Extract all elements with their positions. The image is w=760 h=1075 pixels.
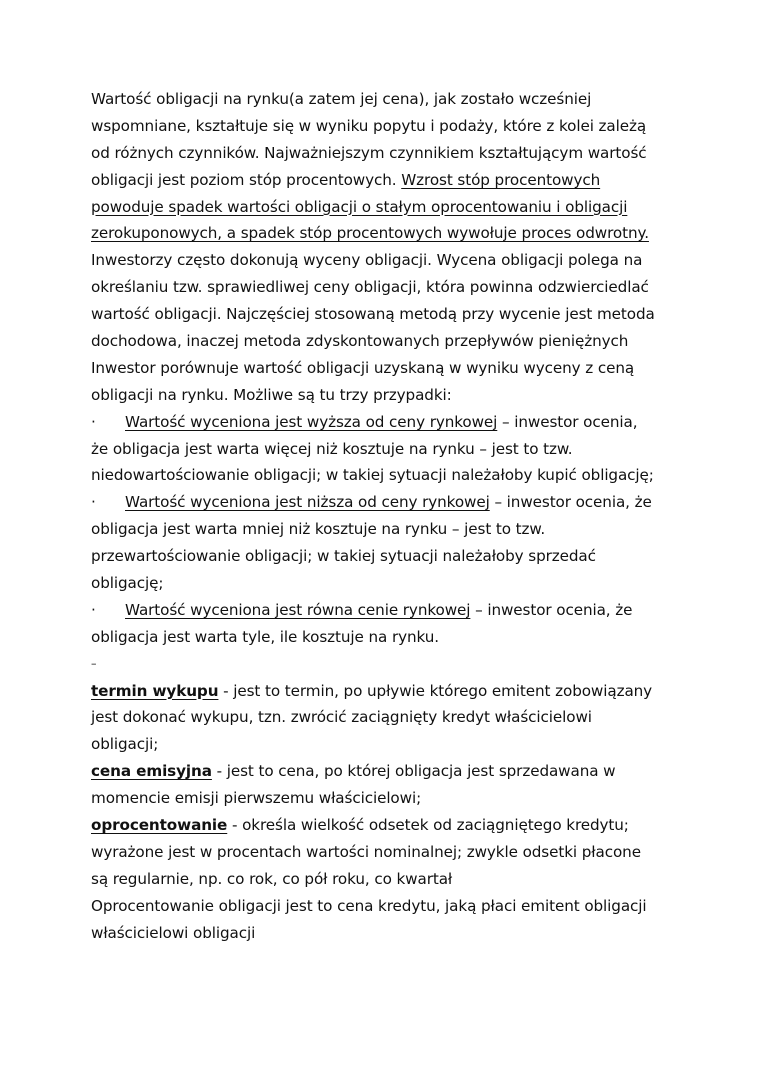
text-span: obligacji jest poziom stóp procentowych.	[91, 170, 402, 189]
separator-dash: –	[91, 656, 97, 670]
definition-term: oprocentowanie	[91, 816, 228, 835]
definition-term: termin wykupu	[91, 681, 219, 700]
definition-text: - jest to termin, po upływie którego emitent zobowiązany	[218, 681, 653, 700]
definition-item	[91, 758, 691, 785]
text-line: właścicielowi obligacji	[91, 923, 256, 942]
text-line	[91, 167, 691, 194]
bullet-icon: ·	[91, 412, 96, 431]
text-line: są regularnie, np. co rok, co pół roku, co kwartał	[91, 869, 453, 888]
definition-text: - określa wielkość odsetek od zaciągniętego kredytu;	[227, 816, 629, 835]
document-page	[91, 86, 691, 947]
text-line: obligację;	[91, 574, 164, 593]
definition-text: - jest to cena, po której obligacja jest sprzedawana w	[211, 762, 616, 781]
text-line: obligacji na rynku. Możliwe są tu trzy przypadki:	[91, 385, 452, 404]
definition-item	[91, 678, 691, 705]
text-line: niedowartościowanie obligacji; w takiej sytuacji należałoby kupić obligację;	[91, 466, 654, 485]
definition-item	[91, 812, 691, 839]
underlined-line: zerokuponowych, a spadek stóp procentowych wywołuje proces odwrotny.	[91, 224, 649, 243]
bullet-title: Wartość wyceniona jest niższa od ceny rynkowej	[125, 493, 490, 512]
text-line: Inwestor porównuje wartość obligacji uzyskaną w wyniku wyceny z ceną	[91, 358, 635, 377]
text-line: że obligacja jest warta więcej niż kosztuje na rynku – jest to tzw.	[91, 439, 573, 458]
underlined-text: Wzrost stóp procentowych	[401, 170, 601, 189]
text-line: wyrażone jest w procentach wartości nominalnej; zwykle odsetki płacone	[91, 842, 641, 861]
text-line: obligacja jest warta mniej niż kosztuje na rynku – jest to tzw.	[91, 520, 546, 539]
text-line: określaniu tzw. sprawiedliwej ceny obligacji, która powinna odzwierciedlać	[91, 278, 649, 297]
text-line: obligacji;	[91, 735, 159, 754]
bullet-text: – inwestor ocenia, że	[470, 600, 633, 619]
text-line: Wartość obligacji na rynku(a zatem jej cena), jak zostało wcześniej	[91, 90, 592, 108]
text-line: momencie emisji pierwszemu właścicielowi;	[91, 789, 422, 808]
bullet-title: Wartość wyceniona jest wyższa od ceny rynkowej	[125, 412, 498, 431]
bullet-icon: ·	[91, 493, 96, 512]
text-line: wartość obligacji. Najczęściej stosowaną metodą przy wycenie jest metoda	[91, 305, 655, 324]
definition-term: cena emisyjna	[91, 762, 212, 781]
bullet-item	[91, 409, 691, 436]
text-line: dochodowa, inaczej metoda zdyskontowanych przepływów pieniężnych	[91, 332, 629, 351]
bullet-item	[91, 489, 691, 516]
text-line: od różnych czynników. Najważniejszym czynnikiem kształtującym wartość	[91, 143, 647, 162]
text-line: Inwestorzy często dokonują wyceny obligacji. Wycena obligacji polega na	[91, 251, 643, 270]
text-line: obligacja jest warta tyle, ile kosztuje na rynku.	[91, 627, 440, 646]
text-line: wspomniane, kształtuje się w wyniku popytu i podaży, które z kolei zależą	[91, 116, 647, 135]
text-line: przewartościowanie obligacji; w takiej sytuacji należałoby sprzedać	[91, 547, 596, 566]
bullet-text: – inwestor ocenia,	[497, 412, 638, 431]
bullet-item	[91, 597, 691, 624]
bullet-title: Wartość wyceniona jest równa cenie rynkowej	[125, 600, 471, 619]
underlined-line: powoduje spadek wartości obligacji o stałym oprocentowaniu i obligacji	[91, 197, 628, 216]
text-line: jest dokonać wykupu, tzn. zwrócić zaciągnięty kredyt właścicielowi	[91, 708, 592, 727]
text-line: Oprocentowanie obligacji jest to cena kredytu, jaką płaci emitent obligacji	[91, 896, 647, 915]
bullet-icon: ·	[91, 600, 96, 619]
bullet-text: – inwestor ocenia, że	[489, 493, 652, 512]
